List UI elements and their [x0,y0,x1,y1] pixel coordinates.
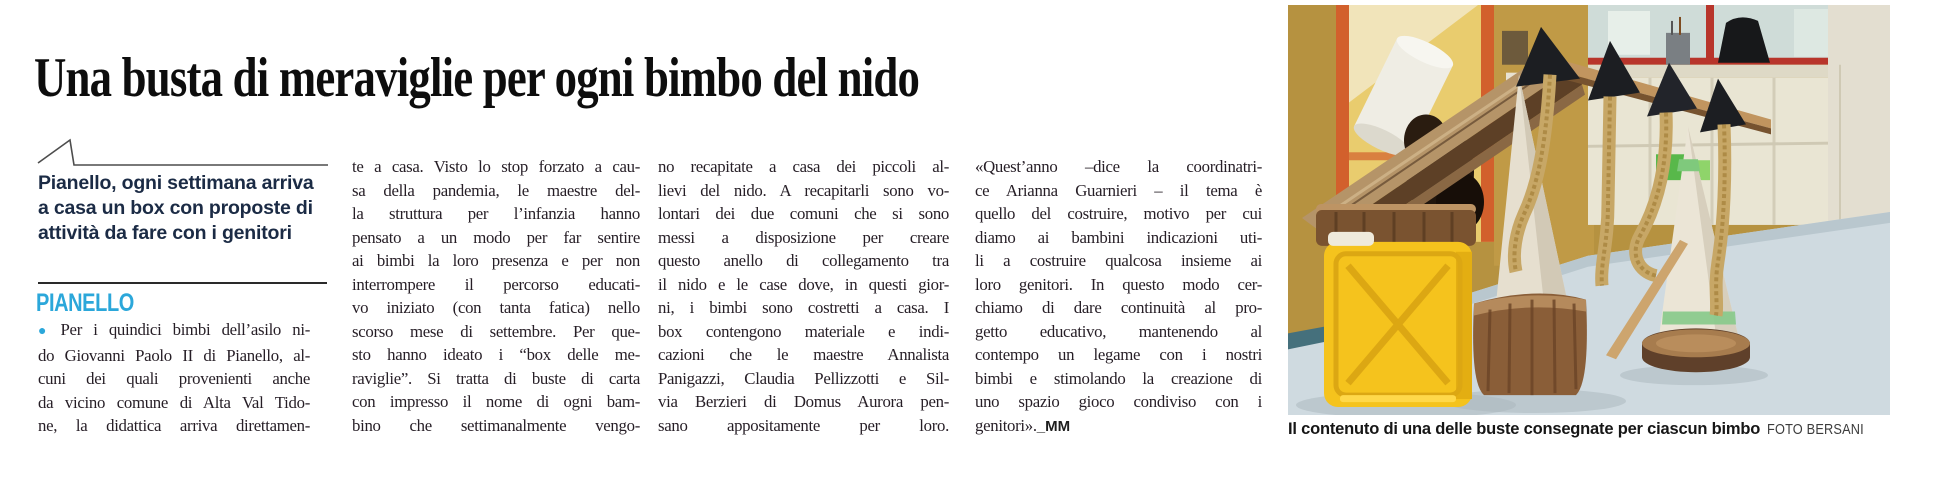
text-line: te a casa. Visto lo stop forzato a cau- [352,157,640,176]
text-line: getto educativo, mantenendo al [975,321,1262,341]
text-line: messi a disposizione per creare [658,227,949,247]
photo-wood-disc-base [1642,328,1750,372]
text-line: lontari dei due comuni che si sono [658,204,949,223]
text-line: cuni dei quali provenienti anche [38,369,310,388]
text-line: interrompere il percorso educati- [352,274,640,294]
text-line: pensato a un modo per far sentire [352,227,640,247]
text-line: cazioni che le maestre Annalista [658,345,949,364]
text-line: questo anello di collegamento tra [658,251,949,270]
text-line: la struttura per l’infanzia hanno [352,204,640,223]
lead-text: Per i quindici bimbi dell’asilo ni- [60,320,311,339]
section-divider-rule [38,282,327,284]
text-line: do Giovanni Paolo II di Pianello, al- [38,345,310,365]
text-line: sto hanno ideato i “box delle me- [352,345,640,364]
body-column-2 [352,155,640,437]
photo-caption [1288,418,1938,441]
text-line: Pianello, ogni settimana arriva [38,172,314,194]
article-photo [1288,5,1890,415]
photo-credit: FOTO BERSANI [1767,422,1864,438]
text-line: via Berzieri di Domus Aurora pen- [658,392,949,411]
author-signature: _MM [1036,417,1071,435]
caption-text: Il contenuto di una delle buste consegnate per ciascun bimbo [1288,420,1761,438]
body-column-3 [658,155,949,437]
text-line: no recapitate a casa dei piccoli al- [658,157,949,176]
text-line: scorso mese di settembre. Per que- [352,321,640,341]
text-line: sano appositamente per loro. [658,415,949,435]
text-line: ce Arianna Guarnieri – il tema è [975,180,1262,200]
text-line: vo iniziato (con tanta fatica) nello [352,298,640,317]
text-line [38,318,310,344]
text-line: raviglie”. Si tratta di buste di carta [352,368,640,388]
column-1-lines [38,344,310,438]
photo-yellow-canister [1324,232,1472,407]
article-standfirst [38,171,350,246]
text-line: bino che settimanalmente vengo- [352,415,640,435]
photo-scene [1288,5,1890,415]
bullet-icon: ● [38,324,54,339]
text-line: con impresso il nome di ogni bam- [352,392,640,411]
text-line: Panigazzi, Claudia Pellizzotti e Sil- [658,368,949,388]
text-line: ne, la didattica arriva direttamen- [38,416,310,435]
text-line: bimbi e stimolando la creazione di [975,368,1262,388]
text-line: a casa un box con proposte di [38,197,313,219]
text-line: li a costruire qualcosa insieme ai [975,251,1262,270]
body-column-1 [38,318,310,438]
section-kicker: PIANELLO [36,289,134,317]
photo-pencil-cup [1666,33,1690,65]
text-line: contempo un legame con i nostri [975,345,1262,364]
photo-log-block [1473,293,1587,395]
text-line: lievi del nido. A recapitarli sono vo- [658,180,949,200]
text-line: diamo ai bambini indicazioni uti- [975,227,1262,247]
text-line: ni, i bimbi sono costretti a casa. I [658,298,949,317]
text-line: box contengono materiale e indi- [658,321,949,341]
text-line: loro genitori. In questo modo cer- [975,274,1262,294]
text-line: da vicino comune di Alta Val Tido- [38,392,310,412]
text-line: attività da fare con i genitori [38,222,292,244]
pennant-divider-graphic [36,134,330,168]
text-line: chiamo di dare continuità al pro- [975,298,1262,317]
body-column-4 [975,155,1262,438]
text-line [975,414,1262,439]
text-line: quello del costruire, motivo per cui [975,204,1262,223]
column-4-lines [975,155,1262,414]
text-line: ai bimbi la loro presenza e per non [352,251,640,270]
text-line: uno spazio gioco condiviso con i [975,392,1262,411]
text-line: sa della pandemia, le maestre del- [352,180,640,200]
closing-text: genitori». [975,415,1037,435]
text-line: «Quest’anno –dice la coordinatri- [975,157,1262,176]
text-line: il nido e le case dove, in questi gior- [658,274,949,294]
article-headline: Una busta di meraviglie per ogni bimbo del nido [34,46,920,109]
